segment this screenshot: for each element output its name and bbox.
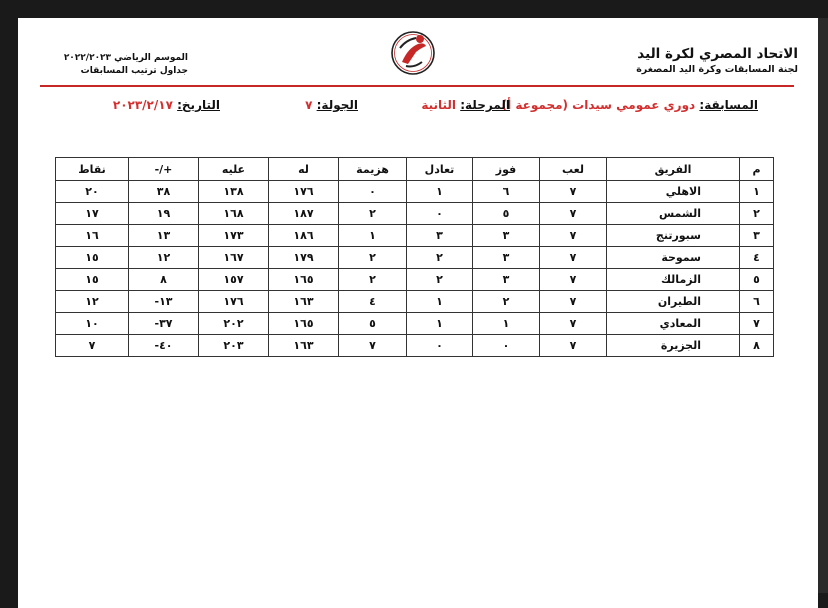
table-cell: ١٧٦ — [269, 181, 339, 203]
table-cell: ٣ — [407, 225, 473, 247]
stage-value: الثانية — [421, 98, 457, 112]
table-cell: ١٧٦ — [199, 291, 269, 313]
table-cell: ٠ — [473, 335, 540, 357]
table-cell: ٢ — [339, 247, 407, 269]
table-cell: ٠ — [407, 335, 473, 357]
table-cell: ١٦٣ — [269, 335, 339, 357]
team-name: الزمالك — [607, 269, 740, 291]
season-label: الموسم الرياضي ٢٠٢٢/٢٠٢٣ — [63, 53, 188, 63]
table-header-row — [56, 158, 774, 181]
document-page — [18, 18, 818, 608]
table-cell: ٢ — [339, 203, 407, 225]
table-cell: ٤ — [339, 291, 407, 313]
table-cell: ١٦٧ — [199, 247, 269, 269]
table-cell: ٧ — [540, 225, 607, 247]
organization-subtitle: لجنة المسابقات وكرة اليد المصغرة — [636, 64, 798, 75]
competition-label: المسابقة: — [699, 98, 758, 112]
table-cell: ١٢ — [56, 291, 129, 313]
tables-label: جداول ترتيب المسابقات — [80, 66, 188, 76]
table-cell: ٤ — [740, 247, 774, 269]
table-cell: ١٦٥ — [269, 269, 339, 291]
column-header: له — [269, 158, 339, 181]
table-cell: ١٥ — [56, 247, 129, 269]
round-label: الجولة: — [316, 98, 358, 112]
table-cell: ٠ — [407, 203, 473, 225]
table-cell: ٥ — [740, 269, 774, 291]
standings-table — [55, 157, 774, 357]
team-name: الجزيرة — [607, 335, 740, 357]
table-cell: ٢ — [407, 269, 473, 291]
column-header: هزيمة — [339, 158, 407, 181]
table-cell: ١ — [740, 181, 774, 203]
column-header: +/- — [129, 158, 199, 181]
table-cell: ٧ — [56, 335, 129, 357]
table-cell: ٧ — [740, 313, 774, 335]
table-cell: ٧ — [339, 335, 407, 357]
match-info — [58, 98, 758, 120]
table-cell: ٤٠- — [129, 335, 199, 357]
round-info — [305, 98, 358, 112]
table-cell: ٨ — [129, 269, 199, 291]
table-cell: ٧ — [540, 335, 607, 357]
team-name: سبورتنج — [607, 225, 740, 247]
table-cell: ١٦٥ — [269, 313, 339, 335]
season-header — [58, 52, 188, 78]
table-cell: ٣ — [473, 269, 540, 291]
table-cell: ٢٠٣ — [199, 335, 269, 357]
table-cell: ٥ — [339, 313, 407, 335]
table-cell: ١٨٦ — [269, 225, 339, 247]
table-cell: ٣ — [740, 225, 774, 247]
table-cell: ٢ — [473, 291, 540, 313]
column-header: لعب — [540, 158, 607, 181]
table-row — [56, 313, 774, 335]
column-header: الفريق — [607, 158, 740, 181]
column-header: فوز — [473, 158, 540, 181]
table-cell: ١٦ — [56, 225, 129, 247]
table-cell: ٧ — [540, 313, 607, 335]
table-cell: ١٩ — [129, 203, 199, 225]
table-cell: ١ — [407, 291, 473, 313]
table-cell: ١٠ — [56, 313, 129, 335]
stage-info — [421, 98, 510, 112]
table-cell: ٧ — [540, 203, 607, 225]
table-cell: ١٥٧ — [199, 269, 269, 291]
table-cell: ٢ — [407, 247, 473, 269]
table-cell: ١٢ — [129, 247, 199, 269]
table-cell: ٣ — [473, 247, 540, 269]
table-cell: ١ — [407, 181, 473, 203]
table-row — [56, 181, 774, 203]
table-cell: ٠ — [339, 181, 407, 203]
table-cell: ٣٧- — [129, 313, 199, 335]
table-cell: ١ — [473, 313, 540, 335]
date-label: التاريخ: — [177, 98, 220, 112]
table-cell: ٧ — [540, 291, 607, 313]
table-cell: ١٧٣ — [199, 225, 269, 247]
page-shadow — [818, 18, 828, 593]
organization-title: الاتحاد المصري لكرة اليد — [637, 46, 798, 62]
column-header: عليه — [199, 158, 269, 181]
column-header: تعادل — [407, 158, 473, 181]
organization-header — [636, 46, 798, 77]
table-cell: ١ — [407, 313, 473, 335]
table-cell: ٢ — [339, 269, 407, 291]
date-info — [113, 98, 220, 112]
table-cell: ١٧٩ — [269, 247, 339, 269]
table-cell: ١٦٣ — [269, 291, 339, 313]
competition-info — [502, 98, 758, 112]
table-cell: ١٣- — [129, 291, 199, 313]
column-header: نقاط — [56, 158, 129, 181]
header-divider — [40, 85, 794, 87]
table-cell: ١ — [339, 225, 407, 247]
table-cell: ١٣ — [129, 225, 199, 247]
table-cell: ١٦٨ — [199, 203, 269, 225]
table-cell: ٢٠٢ — [199, 313, 269, 335]
table-cell: ٢٠ — [56, 181, 129, 203]
team-name: سموحة — [607, 247, 740, 269]
team-name: الشمس — [607, 203, 740, 225]
team-name: المعادي — [607, 313, 740, 335]
competition-value: دوري عمومي سيدات (مجموعة أ) — [501, 98, 696, 112]
team-name: الطيران — [607, 291, 740, 313]
table-row — [56, 269, 774, 291]
table-cell: ٧ — [540, 247, 607, 269]
table-cell: ٦ — [740, 291, 774, 313]
table-row — [56, 335, 774, 357]
table-cell: ١٣٨ — [199, 181, 269, 203]
table-row — [56, 291, 774, 313]
table-cell: ٣٨ — [129, 181, 199, 203]
column-header: م — [740, 158, 774, 181]
federation-logo — [388, 26, 438, 86]
table-cell: ٧ — [540, 269, 607, 291]
stage-label: المرحلة: — [460, 98, 510, 112]
table-cell: ٢ — [740, 203, 774, 225]
team-name: الاهلي — [607, 181, 740, 203]
table-cell: ٧ — [540, 181, 607, 203]
table-cell: ٣ — [473, 225, 540, 247]
date-value: ٢٠٢٣/٢/١٧ — [112, 98, 173, 112]
table-cell: ٨ — [740, 335, 774, 357]
table-cell: ٥ — [473, 203, 540, 225]
table-row — [56, 247, 774, 269]
table-cell: ١٨٧ — [269, 203, 339, 225]
table-cell: ١٧ — [56, 203, 129, 225]
round-value: ٧ — [305, 98, 313, 112]
table-row — [56, 203, 774, 225]
table-cell: ١٥ — [56, 269, 129, 291]
table-row — [56, 225, 774, 247]
table-cell: ٦ — [473, 181, 540, 203]
